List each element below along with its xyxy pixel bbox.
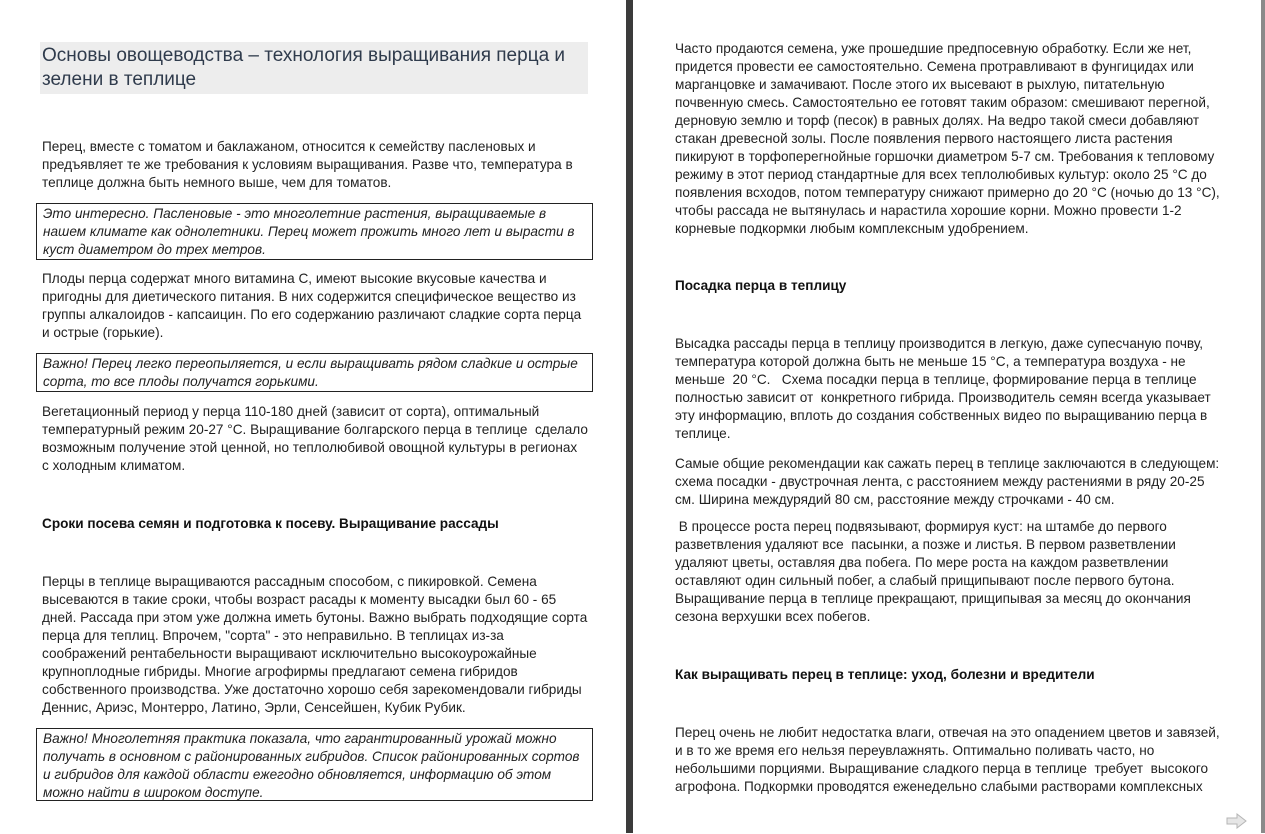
arrow-right-icon[interactable] xyxy=(1226,813,1248,829)
paragraph-seed-treatment: Часто продаются семена, уже прошедшие предпосевную обработку. Если же нет, придется провести ее самостоятельно. Семена протравливают в фунгицидах или марганцовке и замачивают. После этого их высевают в рыхлую, питательную почвенную смесь. Самостоятельно ее готовят таким образом: смешивают перегной, дерновую землю и торф (песок) в равных долях. На ведро такой смеси добавляют стакан древесной золы. После появления первого настоящего листа растения пикируют в торфоперегнойные горшочки диаметром 5-7 см. Требования к тепловому режиму в этот период стандартные для всех теплолюбивых культур: около 25 °C до появления всходов, потом температуру снижают примерно до 20 °C (ночью до 13 °C), чтобы рассада не вытянулась и нарастила хорошие корни. Можно провести 1-2 корневые подкормки любым комплексным удобрением. xyxy=(675,41,1220,236)
page-title: Основы овощеводства – технология выращивания перца и зелени в теплице xyxy=(42,45,566,90)
section-heading-sowing: Сроки посева семян и подготовка к посеву. Выращивание рассады xyxy=(42,516,499,531)
paragraph-planting: Высадка рассады перца в теплицу производится в легкую, даже супесчаную почву, температура которой должна быть не меньше 15 °C, а температура воздуха - не меньше 20 °C. Схема посадки перца в теплице, формирование перца в теплице полностью зависит от конкретного гибрида. Производитель семян всегда указывает эту информацию, вплоть до создания собственных видео по выращиванию перца в теплице. xyxy=(675,336,1211,441)
paragraph-seedlings: Перцы в теплице выращиваются рассадным способом, с пикировкой. Семена высеваются в такие сроки, чтобы возраст расады к моменту высадки был 60 - 65 дней. Рассада при этом уже должна иметь бутоны. Важно выбрать подходящие сорта перца для теплиц. Впрочем, "сорта" - это неправильно. В теплицах из-за соображений рентабельности выращивают исключительно высокоурожайные крупноплодные гибриды. Многие агрофирмы предлагают семена гибридов собственного производства. Уже достаточно хорошо себя зарекомендовали гибриды Деннис, Ариэс, Монтерро, Латино, Эрли, Сенсейшен, Кубик Рубик. xyxy=(42,574,588,715)
note-text-hybrids: Важно! Многолетняя практика показала, что гарантированный урожай можно получать в основном с районированных гибридов. Список районированных сортов и гибридов для каждой области ежегодно обновляется, информацию об этом можно найти в широком доступе. xyxy=(43,731,580,800)
section-heading-planting: Посадка перца в теплицу xyxy=(675,278,847,293)
note-box-pollination xyxy=(36,353,593,392)
right-page xyxy=(633,0,1261,833)
page-divider xyxy=(626,0,633,833)
viewer-edge xyxy=(1261,0,1265,833)
note-text-pollination: Важно! Перец легко переопыляется, и если выращивать рядом сладкие и острые сорта, то все плоды получатся горькими. xyxy=(43,356,578,389)
paragraph-vegetation: Вегетационный период у перца 110-180 дней (зависит от сорта), оптимальный температурный режим 20-27 °C. Выращивание болгарского перца в теплице сделало возможным получение этой ценной, но теплолюбивой овощной культуры в регионах с холодным климатом. xyxy=(42,404,588,473)
note-box-interesting xyxy=(36,203,593,260)
paragraph-scheme: Самые общие рекомендации как сажать перец в теплице заключаются в следующем: схема посадки - двустрочная лента, с расстоянием между растениями в ряду 20-25 см. Ширина междурядий 80 см, расстояние между строчками - 40 см. xyxy=(675,456,1220,507)
paragraph-care: Перец очень не любит недостатка влаги, отвечая на это опадением цветов и завязей, и в то же время его нельзя переувлажнять. Оптимально поливать часто, но небольшими порциями. Выращивание сладкого перца в теплице требует высокого агрофона. Подкормки проводятся еженедельно слабыми растворами комплексных xyxy=(675,725,1220,794)
note-text-interesting: Это интересно. Пасленовые - это многолетние растения, выращиваемые в нашем климате как однолетники. Перец может прожить много лет и вырасти в куст диаметром до трех метров. xyxy=(43,206,575,257)
note-box-hybrids xyxy=(36,728,593,801)
section-heading-care: Как выращивать перец в теплице: уход, болезни и вредители xyxy=(675,667,1095,682)
paragraph-intro: Перец, вместе с томатом и баклажаном, относится к семейству пасленовых и предъявляет те же требования к условиям выращивания. Разве что, температура в теплице должна быть немного выше, чем для томатов. xyxy=(42,139,573,190)
title-block xyxy=(40,42,588,94)
left-page xyxy=(0,0,626,833)
paragraph-vitamins: Плоды перца содержат много витамина С, имеют высокие вкусовые качества и пригодны для диетического питания. В них содержится специфическое вещество из группы алкалоидов - капсаицин. По его содержанию различают сладкие сорта перца и острые (горькие). xyxy=(42,271,582,340)
paragraph-forming: В процессе роста перец подвязывают, формируя куст: на штамбе до первого разветвления удаляют все пасынки, а позже и листья. В первом разветвлении удаляют цветы, оставляя два побега. По мере роста на каждом разветвлении оставляют один сильный побег, а слабый прищипывают после первого бутона. Выращивание перца в теплице прекращают, прищипывая за месяц до окончания сезона верхушки всех побегов. xyxy=(675,519,1191,624)
